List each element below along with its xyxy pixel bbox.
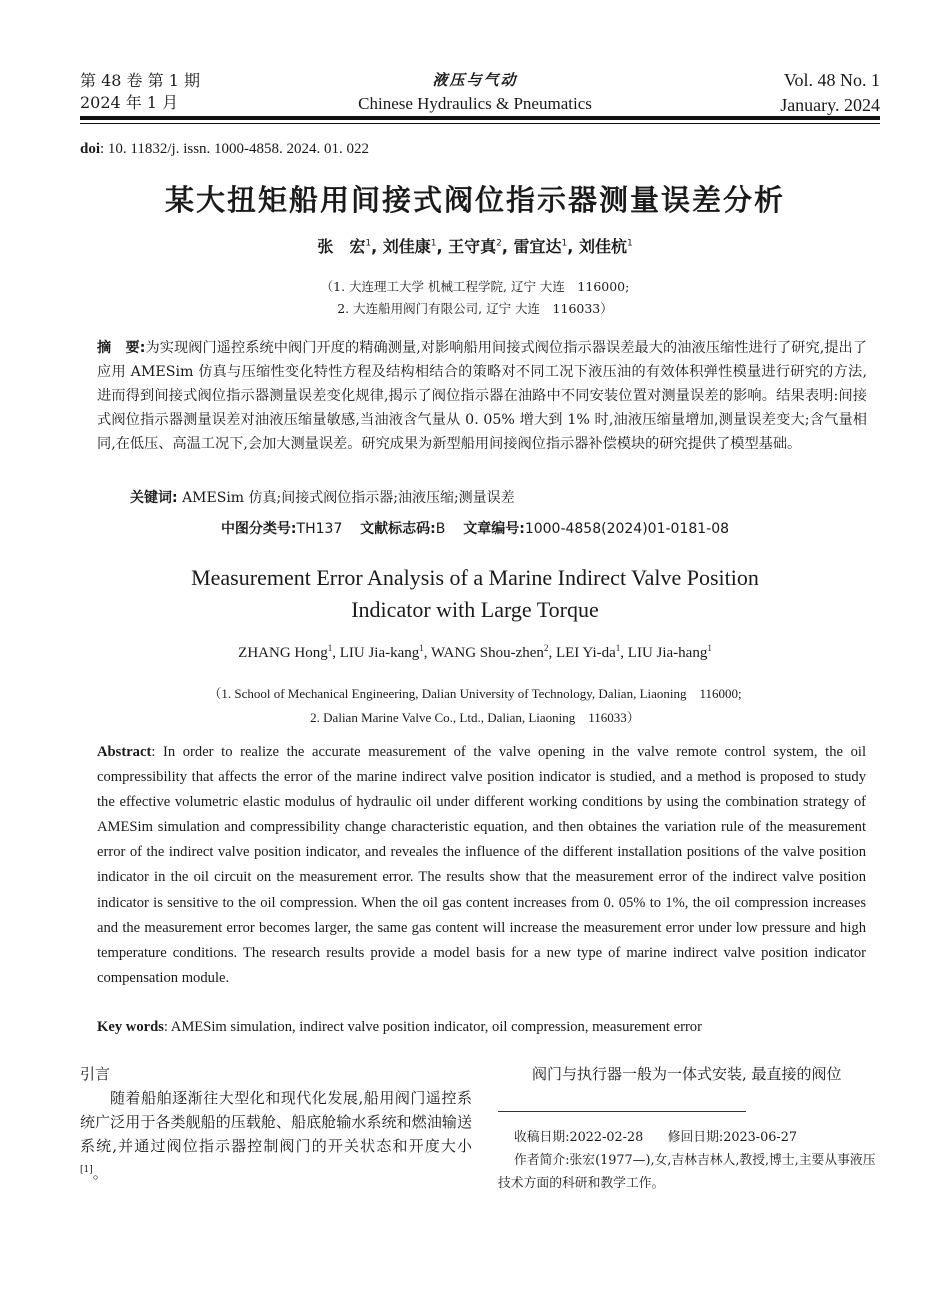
author-name: 刘佳杭 bbox=[578, 237, 627, 256]
doc-code-value: B bbox=[435, 521, 446, 537]
author-name: LEI Yi-da bbox=[555, 645, 616, 661]
author-name: ZHANG Hong bbox=[238, 645, 328, 661]
keywords-en bbox=[97, 1019, 702, 1036]
footnote bbox=[498, 1126, 880, 1195]
authors-cn: 张 宏$^1$, 刘佳康$^1$, 王守真$^2$, 雷宜达$^1$, 刘佳杭$^1$ bbox=[317, 237, 633, 256]
author-affil: 1 bbox=[561, 238, 568, 249]
affiliation-line: （1. School of Mechanical Engineering, Dalian University of Technology, Dalian, Liaoning 116000; bbox=[208, 686, 742, 701]
header-rule-thin bbox=[80, 123, 880, 124]
affiliations-cn bbox=[0, 276, 950, 320]
date-en: January. 2024 bbox=[780, 95, 880, 115]
author-name: 王守真 bbox=[448, 237, 497, 256]
affiliation-line: （1. 大连理工大学 机械工程学院, 辽宁 大连 116000; bbox=[320, 279, 630, 294]
footnote-dates bbox=[498, 1126, 880, 1149]
author-affil: 1 bbox=[626, 238, 633, 249]
revised-date: 修回日期:2023-06-27 bbox=[667, 1130, 797, 1145]
authors-en: ZHANG Hong$^1$, LIU Jia-kang$^1$, WANG Shou-zhen$^2$, LEI $Yi-da^1$, LIU Jia-hang$^1$ bbox=[238, 643, 712, 661]
author-affil: 1 bbox=[615, 643, 621, 653]
doc-code-label: 文献标志码: bbox=[360, 521, 436, 537]
title-en-line: Measurement Error Analysis of a Marine Indirect Valve Position bbox=[191, 565, 759, 590]
author-affil: 2 bbox=[543, 643, 549, 653]
doi-value[interactable]: : 10. 11832/j. issn. 1000-4858. 2024. 01. 022 bbox=[100, 141, 370, 157]
section-heading-intro: 引言 bbox=[80, 1065, 111, 1083]
affiliation-line: 2. 大连船用阀门有限公司, 辽宁 大连 116033） bbox=[337, 301, 613, 316]
keywords-en-label: Key words bbox=[97, 1019, 164, 1035]
author-affil: 1 bbox=[707, 643, 712, 653]
author-bio: 作者简介:张宏(1977—),女,吉林吉林人,教授,博士,主要从事液压技术方面的科研和教学工作。 bbox=[498, 1153, 876, 1191]
right-column-text: 阀门与执行器一般为一体式安装, 最直接的阀位 bbox=[532, 1065, 842, 1083]
clc-label: 中图分类号: bbox=[220, 521, 297, 537]
author-name: 刘佳康 bbox=[382, 237, 431, 256]
author-name: 雷宜达 bbox=[513, 237, 562, 256]
doi-line bbox=[80, 141, 369, 158]
affiliation-line: 2. Dalian Marine Valve Co., Ltd., Dalian, Liaoning 116033） bbox=[310, 710, 640, 725]
date-cn: 2024 年 1 月 bbox=[80, 93, 179, 112]
author-affil: 1 bbox=[365, 238, 372, 249]
abstract-cn-label: 摘 要: bbox=[97, 340, 146, 356]
abstract-en-text: : In order to realize the accurate measurement of the valve opening in the valve remote control system, the oil compressibility that affects the error of the marine indirect valve position indicator is studied, and a method is proposed to study the effective volumetric elastic modulus of hydraulic oil under different working conditions by using the combination strategy of AMESim simulation and compressibility change characteristic equation, and then obtaines the variation rule of the measurement error of the indirect valve position indicator, and reveales the influence of the different installation positions of the valve position indicator in the oil circuit on the measurement error. The results show that the measurement error of the indirect valve position indicator is sensitive to the oil compression. When the oil gas content increases from 0. 05% to 1%, the oil compression increases and the measurement error becomes larger, the same gas content will increase the measurement error under low pressure and high temperature conditions. The research results provide a model basis for a new type of marine indirect valve position indicator compensation module. bbox=[97, 744, 866, 986]
volume-issue-cn: 第 48 卷 第 1 期 bbox=[80, 71, 200, 90]
header-rule-thick bbox=[80, 116, 880, 120]
keywords-cn bbox=[130, 487, 515, 507]
keywords-cn-text: AMESim 仿真;间接式阀位指示器;油液压缩;测量误差 bbox=[182, 490, 515, 506]
clc-value: TH137 bbox=[296, 521, 343, 537]
received-date: 收稿日期:2022-02-28 bbox=[514, 1130, 644, 1145]
abstract-en-label: Abstract bbox=[97, 744, 152, 760]
intro-text: 随着船舶逐渐往大型化和现代化发展,船用阀门遥控系统广泛用于各类舰船的压载舱、船底舱输水系统和燃油输送系统,并通过阀位指示器控制阀门的开关状态和开度大小 bbox=[80, 1089, 472, 1155]
intro-paragraph bbox=[80, 1086, 472, 1185]
author-name: WANG Shou-zhen bbox=[431, 645, 544, 661]
author-name: LIU Jia-kang bbox=[339, 645, 420, 661]
keywords-en-text: : AMESim simulation, indirect valve position indicator, oil compression, measurement error bbox=[163, 1019, 702, 1035]
classification-line bbox=[0, 518, 950, 538]
author-name: LIU Jia-hang bbox=[627, 645, 708, 661]
doi-label: doi bbox=[80, 141, 101, 157]
citation-link[interactable]: [1] bbox=[80, 1165, 93, 1175]
author-affil: 1 bbox=[327, 643, 333, 653]
header-right bbox=[780, 68, 880, 118]
author-affil: 1 bbox=[419, 643, 424, 653]
paper-title-en bbox=[0, 562, 950, 626]
volume-issue-en: Vol. 48 No. 1 bbox=[783, 70, 880, 90]
paper-title-cn: 某大扭矩船用间接式阀位指示器测量误差分析 bbox=[164, 183, 785, 217]
abstract-cn bbox=[97, 336, 867, 456]
title-en-line: Indicator with Large Torque bbox=[351, 597, 599, 622]
author-name: 张 宏 bbox=[317, 237, 366, 256]
journal-name-cn: 液压与气动 bbox=[432, 71, 518, 89]
abstract-cn-text: 为实现阀门遥控系统中阀门开度的精确测量,对影响船用间接式阀位指示器误差最大的油液压缩性进行了研究,提出了应用 AMESim 仿真与压缩性变化特性方程及结构相结合的策略对不同工况下液压油的有效体积弹性模量进行研究的方法,进而得到间接式阀位指示器测量误差变化规律,揭示了阀位指示器在油路中不同安装位置对测量误差的影响。结果表明:间接式阀位指示器测量误差对油液压缩量敏感,当油液含气量从 0. 05% 增大到 1% 时,油液压缩量增加,测量误差变大;含气量相同,在低压、高温工况下,会加大测量误差。研究成果为新型船用间接阀位指示器补偿模块的研究提供了模型基础。 bbox=[97, 340, 867, 452]
intro-end: 。 bbox=[92, 1164, 108, 1182]
footnote-rule bbox=[498, 1111, 746, 1112]
affiliations-en bbox=[0, 682, 950, 730]
author-affil: 1 bbox=[430, 238, 437, 249]
article-number-label: 文章编号: bbox=[463, 521, 525, 537]
author-affil: 2 bbox=[496, 238, 502, 249]
journal-name-en: Chinese Hydraulics & Pneumatics bbox=[358, 94, 592, 113]
abstract-en bbox=[97, 740, 866, 991]
article-number-value: 1000-4858(2024)01-0181-08 bbox=[524, 521, 730, 537]
keywords-cn-label: 关键词: bbox=[130, 490, 178, 506]
